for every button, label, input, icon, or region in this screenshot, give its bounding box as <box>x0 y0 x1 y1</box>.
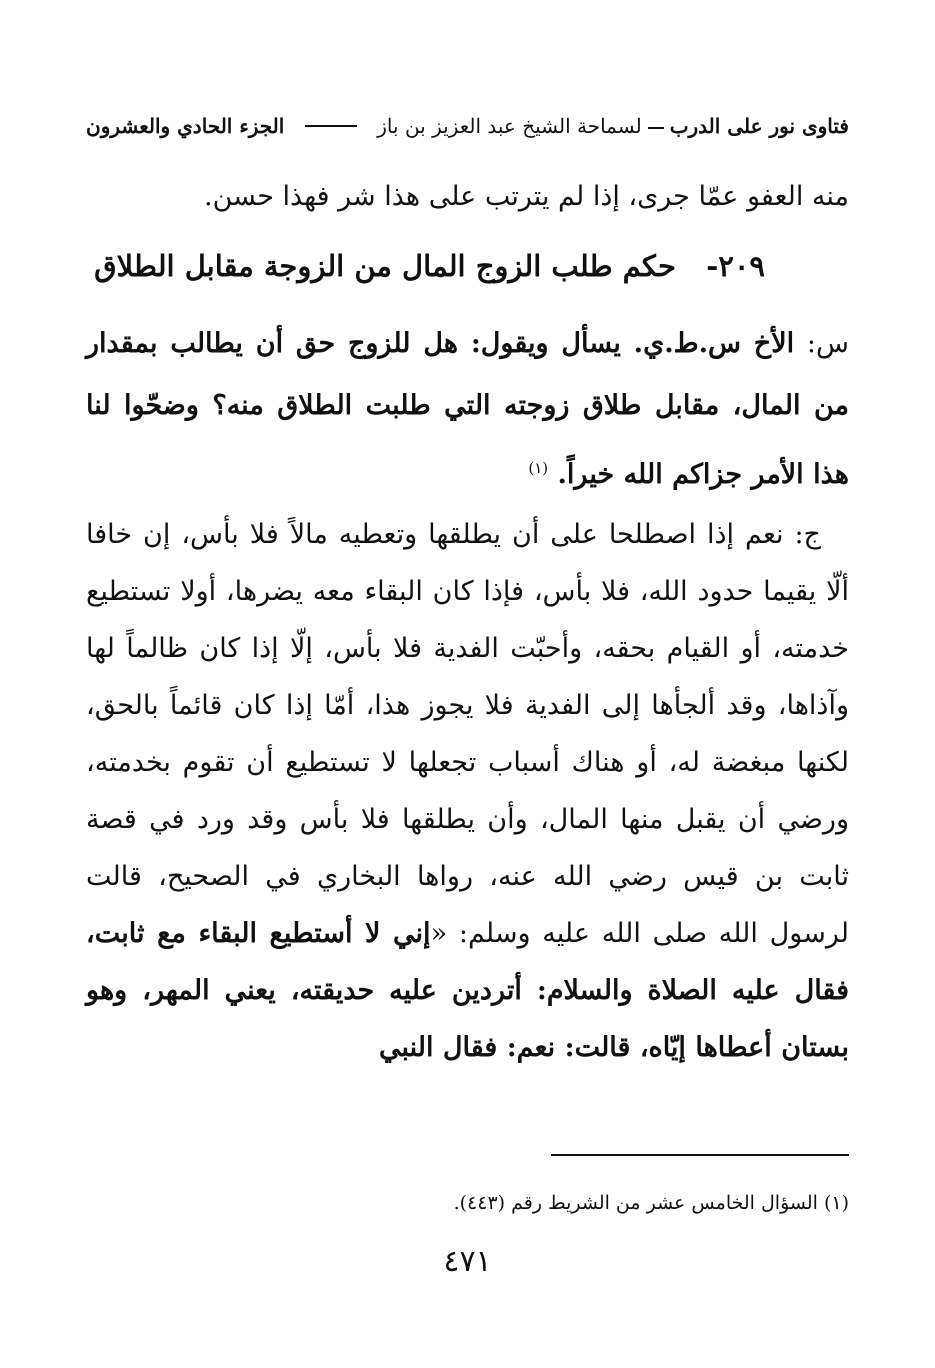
question-prefix: س: <box>806 328 849 359</box>
footnote-divider <box>551 1154 849 1156</box>
header-book-title: فتاوى نور على الدرب <box>669 114 849 138</box>
answer-paragraph <box>86 506 849 1076</box>
header-dash <box>648 127 664 129</box>
header-separator <box>305 125 357 127</box>
header-volume: الجزء الحادي والعشرون <box>86 114 285 138</box>
footnote-reference: (١) <box>528 459 549 477</box>
heading-number: ٢٠٩- <box>706 249 765 283</box>
question-paragraph <box>86 313 849 506</box>
question-text: الأخ س.ط.ي. يسأل ويقول: هل للزوج حق أن يطالب بمقدار من المال، مقابل طلاق زوجته التي طلبت الطلاق منه؟ وضحّوا لنا هذا الأمر جزاكم الله خيراً. <box>86 328 849 490</box>
answer-text: ج: نعم إذا اصطلحا على أن يطلقها وتعطيه مالاً فلا بأس، إن خافا ألّا يقيما حدود الله، فلا بأس، فإذا كان البقاء معه يضرها، أولا تستطيع خدمته، أو القيام بحقه، وأحبّت الفدية فلا بأس، إلّا إذا كان ظالماً لها وآذاها، وقد ألجأها إلى الفدية فلا يجوز هذا، أمّا إذا كان قائماً بالحق، لكنها مبغضة له، أو هناك أسباب تجعلها لا تستطيع أن تقوم بخدمته، ورضي أن يقبل منها المال، وأن يطلقها فلا بأس وقد ورد في قصة ثابت بن قيس رضي الله عنه، رواها البخاري في الصحيح، قالت لرسول الله صلى الله عليه وسلم: « <box>86 519 849 949</box>
section-heading <box>86 241 849 291</box>
heading-title: حكم طلب الزوج المال من الزوجة مقابل الطلاق <box>94 249 676 283</box>
footnote: (١) السؤال الخامس عشر من الشريط رقم (٤٤٣). <box>453 1192 849 1214</box>
page-body <box>86 168 849 1076</box>
running-header <box>86 108 849 144</box>
continuation-paragraph: منه العفو عمّا جرى، إذا لم يترتب على هذا شر فهذا حسن. <box>204 181 849 212</box>
header-author: لسماحة الشيخ عبد العزيز بن باز <box>377 114 642 138</box>
answer-quote: إني لا أستطيع البقاء مع ثابت، فقال عليه الصلاة والسلام: أتردين عليه حديقته، يعني المهر، وهو بستان أعطاها إيّاه، قالت: نعم: فقال النبي <box>86 918 849 1063</box>
page-number: ٤٧١ <box>443 1244 492 1279</box>
header-book-author <box>377 114 849 138</box>
